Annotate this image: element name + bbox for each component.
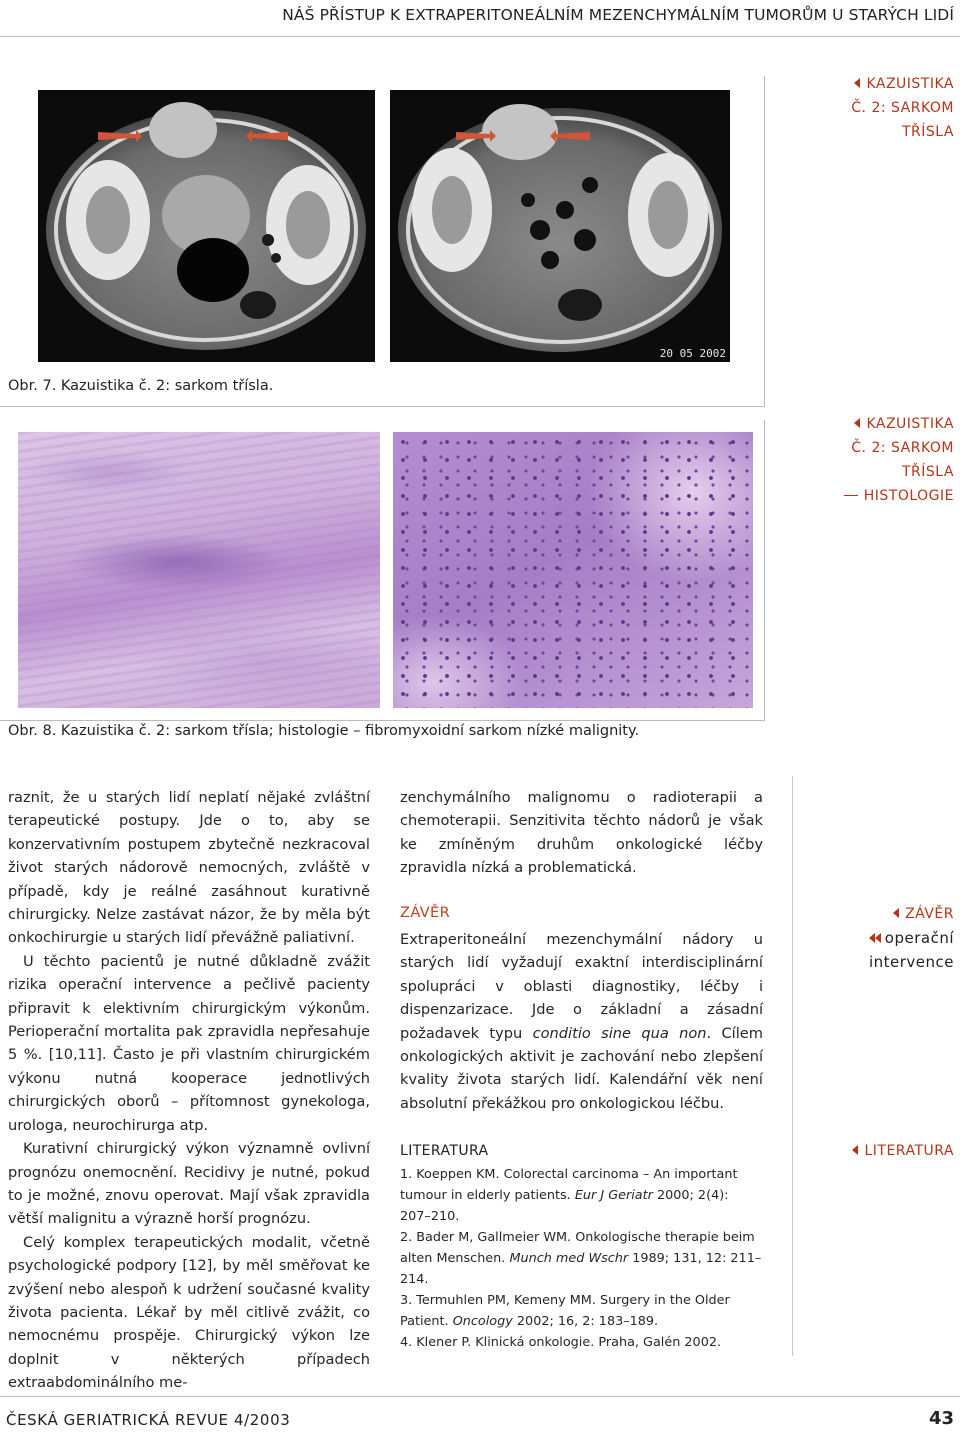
side-note-intervence: intervence bbox=[868, 953, 954, 971]
paragraph-continuation: zenchymálního malignomu o radioterapii a chemoterapii. Senzitivita těchto nádorů je však ke zmíněným druhům onkologické léčby zpravidla nízká a problematická. bbox=[400, 789, 763, 877]
side-label-line-3: TŘÍSLA bbox=[902, 464, 954, 480]
footer-journal: ČESKÁ GERIATRICKÁ REVUE 4/2003 bbox=[6, 1411, 291, 1429]
side-label-line-3: TŘÍSLA bbox=[902, 124, 954, 140]
histology-high-mag bbox=[393, 432, 753, 708]
ct-scan-left-image bbox=[38, 90, 375, 362]
running-title: NÁŠ PŘÍSTUP K EXTRAPERITONEÁLNÍM MEZENCHYMÁLNÍM TUMORŮM U STARÝCH LIDÍ bbox=[282, 6, 954, 24]
dash-icon bbox=[844, 495, 858, 496]
page-number: 43 bbox=[928, 1408, 954, 1429]
side-label-line-1: KAZUISTIKA bbox=[814, 72, 954, 96]
histology-low-mag bbox=[18, 432, 380, 708]
arrow-left-icon bbox=[893, 908, 899, 918]
conclusion-text bbox=[400, 928, 763, 1115]
ct-scan-right bbox=[390, 90, 730, 362]
side-note-zaver: ZÁVĚR operační intervence bbox=[814, 902, 954, 974]
right-text-column bbox=[400, 786, 763, 880]
scan-date-label: 20 05 2002 bbox=[659, 347, 726, 360]
arrow-left-icon bbox=[854, 78, 860, 88]
side-label-line-2: Č. 2: SARKOM bbox=[851, 440, 954, 456]
side-note-operacni: operační bbox=[814, 926, 954, 950]
side-note-literatura: LITERATURA bbox=[794, 1139, 954, 1163]
ct-scan-right-image bbox=[390, 90, 730, 362]
figure-7-side-label bbox=[814, 72, 954, 144]
reference-item: 2. Bader M, Gallmeier WM. Onkologische therapie beim alten Menschen. Munch med Wschr 1989; 131, 12: 211–214. bbox=[400, 1230, 762, 1287]
paragraph-1: raznit, že u starých lidí neplatí nějaké zvláštní terapeutické postupy. Jde o to, aby se konzervativním postupem zbytečně nezkracoval život starých nádorově nemocných, zvláště v případě, kdy je reálné zasáhnout kurativně chirurgicky. Nelze zastávat názor, že by měla být onkochirurgie u starých lidí převážně paliativní. bbox=[8, 789, 370, 947]
footer-divider bbox=[0, 1396, 960, 1397]
figure-7-caption: Obr. 7. Kazuistika č. 2: sarkom třísla. bbox=[8, 378, 274, 394]
arrow-left-icon bbox=[854, 418, 860, 428]
side-label-line-4: HISTOLOGIE bbox=[794, 484, 954, 508]
references-list bbox=[400, 1164, 763, 1353]
side-label-line-2: Č. 2: SARKOM bbox=[851, 100, 954, 116]
column-divider bbox=[792, 776, 793, 1356]
figure-8-caption: Obr. 8. Kazuistika č. 2: sarkom třísla; histologie – fibromyxoidní sarkom nízké malignity. bbox=[8, 723, 640, 739]
paragraph-3: Kurativní chirurgický výkon významně ovlivní prognózu onemocnění. Recidivy je nutné, pokud to je možné, znovu operovat. Mají však zpravidla větší malignitu a výrazně horší prognózu. bbox=[8, 1140, 370, 1228]
left-text-column bbox=[8, 786, 370, 1395]
paragraph-2: U těchto pacientů je nutné důkladně zvážit rizika operační intervence a pečlivě pacienty připravit k elektivním chirurgickým výkonům. Perioperační mortalita pak zpravidla nepřesahuje 5 %. [10,11]. Často je při vlastním chirurgickém výkonu nutná kooperace jednotlivých chirurgických oborů – přítomnost gynekologa, urologa, neurochirurga atp. bbox=[8, 952, 370, 1134]
ct-scan-left bbox=[38, 90, 375, 362]
side-label-line-1: KAZUISTIKA bbox=[794, 412, 954, 436]
arrow-left-icon bbox=[852, 1145, 858, 1155]
conclusion-heading: ZÁVĚR bbox=[400, 905, 451, 921]
conclusion-paragraph: Extraperitoneální mezenchymální nádory u starých lidí vyžadují exaktní interdisciplinární spolupráci v oblasti diagnostiky, léčby i dispenzarizace. Jde o základní a zásadní požadavek typu conditio sine qua non. Cílem onkologických aktivit je zachování nebo zlepšení kvality života starých lidí. Kalendářní věk není absolutní překážkou pro onkologickou léčbu. bbox=[400, 931, 763, 1112]
figure-8-side-label bbox=[794, 412, 954, 508]
paragraph-4: Celý komplex terapeutických modalit, včetně psychologické podpory [12], by měl směřovat ke zvýšení nebo alespoň k udržení současné kvality života pacienta. Lékař by měl citlivě zvážit, co nemocnému prospěje. Chirurgický výkon lze doplnit v některých případech extraabdominálního me- bbox=[8, 1233, 370, 1392]
double-arrow-left-icon bbox=[869, 926, 881, 950]
reference-item: 3. Termuhlen PM, Kemeny MM. Surgery in the Older Patient. Oncology 2002; 16, 2: 183–189. bbox=[400, 1293, 730, 1329]
reference-item: 1. Koeppen KM. Colorectal carcinoma – An important tumour in elderly patients. Eur J Geriatr 2000; 2(4): 207–210. bbox=[400, 1167, 738, 1224]
references-heading: LITERATURA bbox=[400, 1143, 489, 1159]
reference-item: 4. Klener P. Klinická onkologie. Praha, Galén 2002. bbox=[400, 1335, 722, 1350]
header-divider bbox=[0, 36, 960, 37]
